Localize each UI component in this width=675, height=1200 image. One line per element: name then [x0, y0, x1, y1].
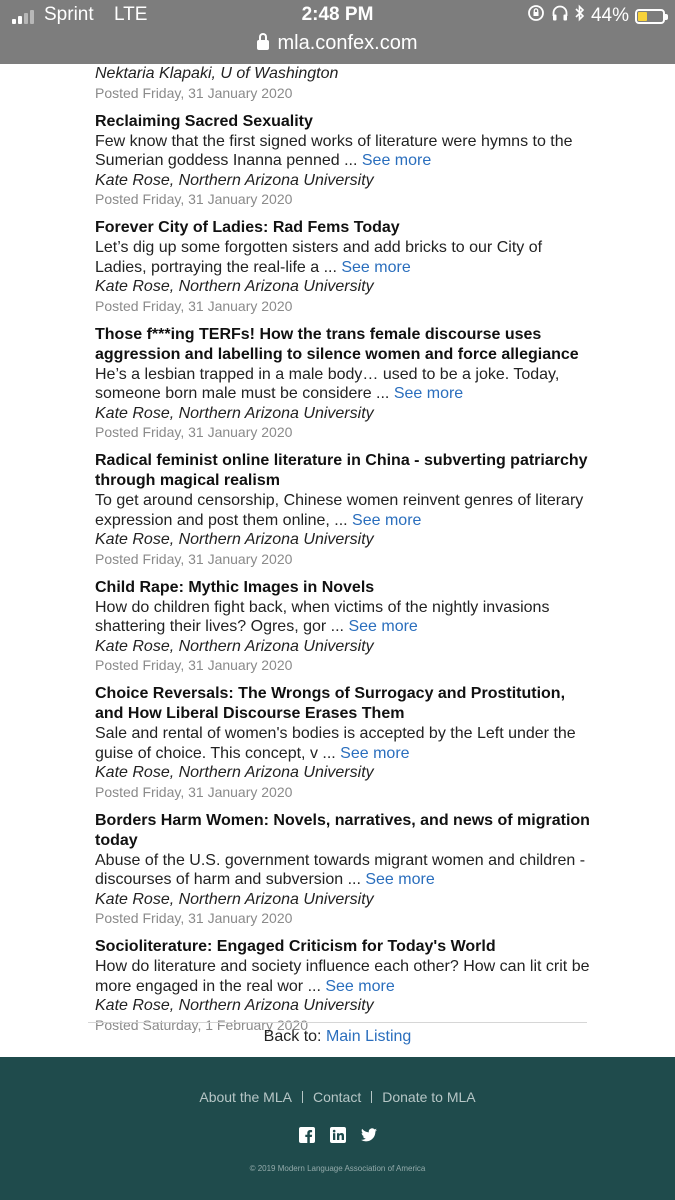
battery-icon: [635, 9, 665, 24]
entry-posted-date: Posted Friday, 31 January 2020: [95, 424, 293, 440]
entry-title[interactable]: Choice Reversals: The Wrongs of Surrogacy and Prostitution, and How Liberal Discourse Erases Them: [95, 685, 566, 722]
lock-icon: [257, 40, 269, 50]
entry-title[interactable]: Those f***ing TERFs! How the trans female discourse uses aggression and labelling to silence women and force allegiance: [95, 325, 579, 363]
footer-link-donate[interactable]: Donate to MLA: [382, 1089, 476, 1105]
list-item: [95, 684, 595, 802]
entry-author: Kate Rose, Northern Arizona University: [95, 637, 374, 655]
entry-title[interactable]: Socioliterature: Engaged Criticism for Today's World: [95, 938, 496, 955]
entry-author: Kate Rose, Northern Arizona University: [95, 890, 374, 908]
list-item: [95, 325, 595, 443]
entry-author: Kate Rose, Northern Arizona University: [95, 764, 374, 781]
entry-title[interactable]: Forever City of Ladies: Rad Fems Today: [95, 219, 400, 236]
back-to-label: Back to:: [263, 1028, 322, 1045]
entry-author: Kate Rose, Northern Arizona University: [95, 531, 374, 548]
entry-description: To get around censorship, Chinese women reinvent genres of literary expression and post them online, ... See more: [95, 492, 584, 529]
entry-posted-date: Posted Friday, 31 January 2020: [95, 84, 293, 101]
entry-posted-date: Posted Friday, 31 January 2020: [95, 910, 293, 926]
battery-percent: 44%: [590, 5, 629, 26]
entry-description: Few know that the first signed works of literature were hymns to the Sumerian goddess Inanna penned ... See more: [95, 132, 573, 169]
back-to-nav: [0, 1027, 675, 1047]
entry-posted-date: Posted Friday, 31 January 2020: [95, 191, 293, 207]
orientation-lock-icon: [527, 4, 545, 28]
entry-posted-date: Posted Friday, 31 January 2020: [95, 783, 293, 800]
entry-title[interactable]: Child Rape: Mythic Images in Novels: [95, 578, 375, 596]
entry-description: How do literature and society influence each other? How can lit crit be more engaged in the real wor ... See more: [95, 958, 590, 995]
status-time: 2:48 PM: [301, 4, 374, 25]
see-more-link[interactable]: See more: [361, 152, 432, 169]
entry-author: Nektaria Klapaki, U of Washington: [95, 65, 339, 82]
footer-link-about[interactable]: About the MLA: [199, 1089, 292, 1105]
entry-description: How do children fight back, when victims of the nightly invasions shattering their lives? Ogres, gor ... See more: [95, 598, 550, 635]
url-domain: mla.confex.com: [277, 32, 418, 54]
entry-title[interactable]: Radical feminist online literature in China - subverting patriarchy through magical realism: [95, 452, 588, 489]
entry-description: Abuse of the U.S. government towards migrant women and children - discourses of harm and subversion ... See more: [95, 851, 586, 888]
linkedin-icon[interactable]: [330, 1127, 346, 1143]
entry-author: Kate Rose, Northern Arizona University: [95, 278, 374, 295]
footer-link-contact[interactable]: Contact: [312, 1089, 362, 1105]
list-item: [95, 811, 595, 929]
site-footer: [0, 1057, 675, 1200]
footer-nav: [0, 1089, 675, 1105]
entry-author: Kate Rose, Northern Arizona University: [95, 404, 374, 422]
browser-top-bar: [0, 0, 675, 64]
see-more-link[interactable]: See more: [340, 744, 410, 762]
twitter-icon[interactable]: [361, 1127, 377, 1143]
list-item: [95, 112, 595, 210]
copyright-text: © 2019 Modern Language Association of America: [249, 1164, 426, 1173]
entry-posted-date: Posted Friday, 31 January 2020: [95, 550, 293, 567]
entry-description: Sale and rental of women's bodies is accepted by the Left under the guise of choice. This concept, v ... See more: [95, 725, 576, 762]
list-item: [95, 451, 595, 569]
carrier-name: Sprint: [44, 4, 94, 25]
bluetooth-icon: [575, 4, 585, 28]
status-bar: [0, 4, 675, 30]
headphones-icon: [551, 4, 569, 28]
list-item: [95, 218, 595, 316]
main-listing-link[interactable]: Main Listing: [325, 1028, 412, 1045]
see-more-link[interactable]: See more: [352, 511, 422, 529]
entry-title[interactable]: Reclaiming Sacred Sexuality: [95, 112, 313, 130]
entry-posted-date: Posted Friday, 31 January 2020: [95, 297, 293, 314]
footer-separator: [302, 1091, 303, 1103]
see-more-link[interactable]: See more: [341, 258, 411, 276]
network-type: LTE: [114, 4, 148, 25]
divider: [88, 1022, 587, 1023]
footer-separator: [371, 1091, 372, 1103]
see-more-link[interactable]: See more: [393, 385, 464, 402]
entry-posted-date: Posted Friday, 31 January 2020: [95, 657, 293, 673]
list-item: [95, 578, 595, 676]
entry-title[interactable]: Borders Harm Women: Novels, narratives, and news of migration today: [95, 811, 590, 849]
entry-description: He’s a lesbian trapped in a male body… used to be a joke. Today, someone born male must be considere ... See more: [95, 365, 560, 402]
entry-author: Kate Rose, Northern Arizona University: [95, 171, 374, 189]
social-links: [0, 1127, 675, 1143]
entry-posted-date: Posted Saturday, 1 February 2020: [95, 1016, 308, 1033]
entry-author: Kate Rose, Northern Arizona University: [95, 997, 374, 1014]
see-more-link[interactable]: See more: [325, 977, 395, 995]
entry-description: Let’s dig up some forgotten sisters and add bricks to our City of Ladies, portraying the real-life a ... See more: [95, 239, 543, 276]
list-item: [95, 937, 595, 1035]
see-more-link[interactable]: See more: [348, 618, 418, 635]
facebook-icon[interactable]: [299, 1127, 315, 1143]
see-more-link[interactable]: See more: [365, 871, 435, 888]
url-bar[interactable]: [0, 32, 675, 58]
session-listing: [95, 64, 595, 1035]
battery-fill: [638, 12, 647, 21]
